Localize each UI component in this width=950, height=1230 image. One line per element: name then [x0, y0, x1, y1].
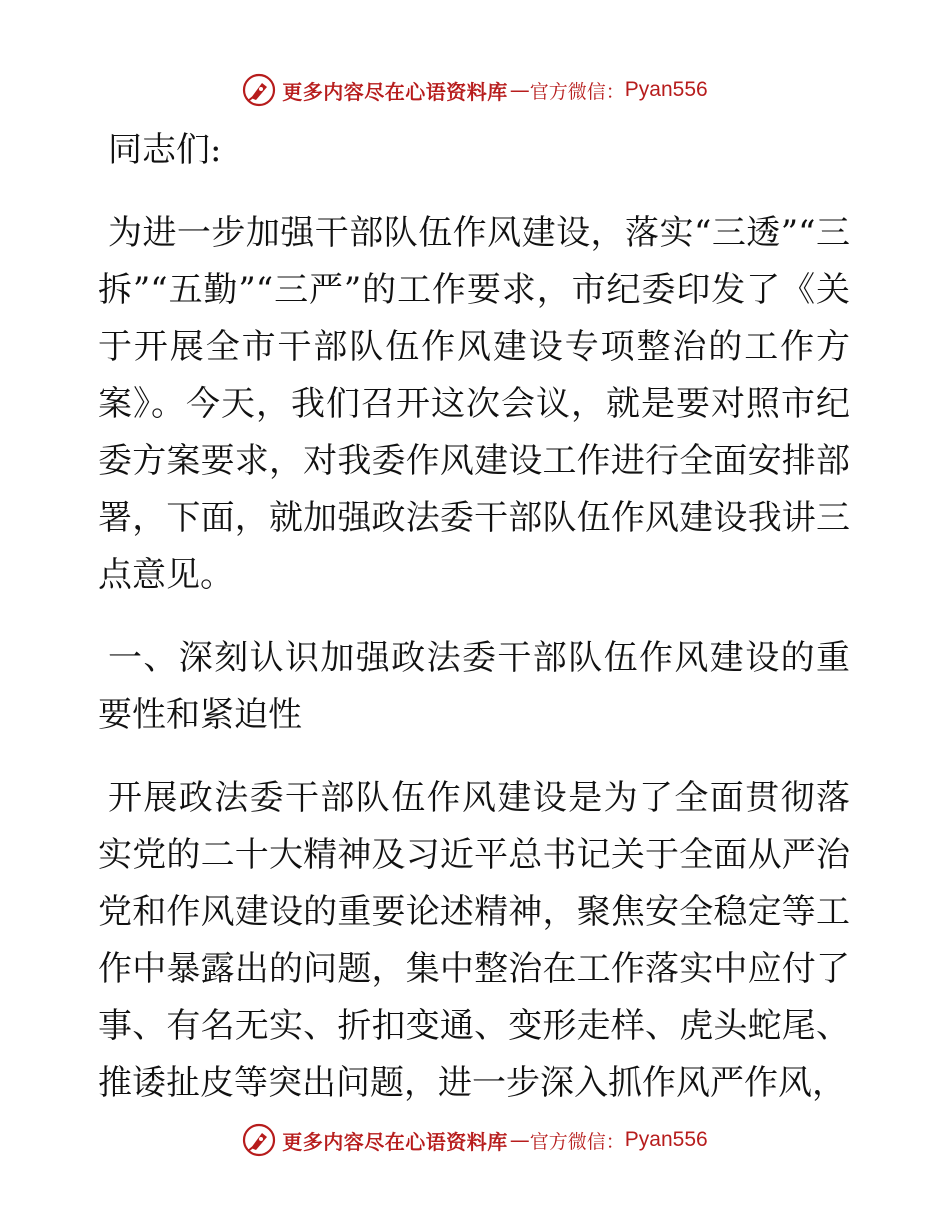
brand-text: 更多内容尽在心语资料库 [282, 1129, 508, 1154]
banner-separator: — [509, 78, 530, 102]
pen-nib-logo-icon [242, 73, 276, 107]
section-heading-1: 一、深刻认识加强政法委干部队伍作风建设的重要性和紧迫性 [98, 638, 850, 735]
wechat-label: 官方微信： [529, 80, 625, 103]
paragraph-body: 开展政法委干部队伍作风建设是为了全面贯彻落实党的二十大精神及习近平总书记关于全面从严治党和作风建设的重要论述精神，聚焦安全稳定等工作中暴露出的问题，集中整治在工作落实中应付了事、有名无实、折扣变通、变形走样、虎头蛇尾、推诿扯皮等突出问题，进一步深入抓作风严作风， [98, 778, 850, 1103]
paragraph-intro: 为进一步加强干部队伍作风建设，落实“三透”“三拆”“五勤”“三严”的工作要求，市纪委印发了《关于开展全市干部队伍作风建设专项整治的工作方案》。今天，我们召开这次会议，就是要对照市纪委方案要求，对我委作风建设工作进行全面安排部署，下面，就加强政法委干部队伍作风建设我讲三点意见。 [98, 213, 850, 595]
banner-separator: — [509, 1128, 530, 1152]
header-watermark-banner [0, 70, 950, 110]
brand-text: 更多内容尽在心语资料库 [282, 79, 508, 104]
document-body [98, 122, 850, 1138]
footer-watermark-banner [0, 1120, 950, 1160]
wechat-id: Pyan556 [624, 1128, 708, 1151]
wechat-label: 官方微信： [529, 1130, 625, 1153]
wechat-id: Pyan556 [624, 78, 708, 101]
salutation: 同志们: [108, 130, 222, 170]
pen-nib-logo-icon [242, 1123, 276, 1157]
